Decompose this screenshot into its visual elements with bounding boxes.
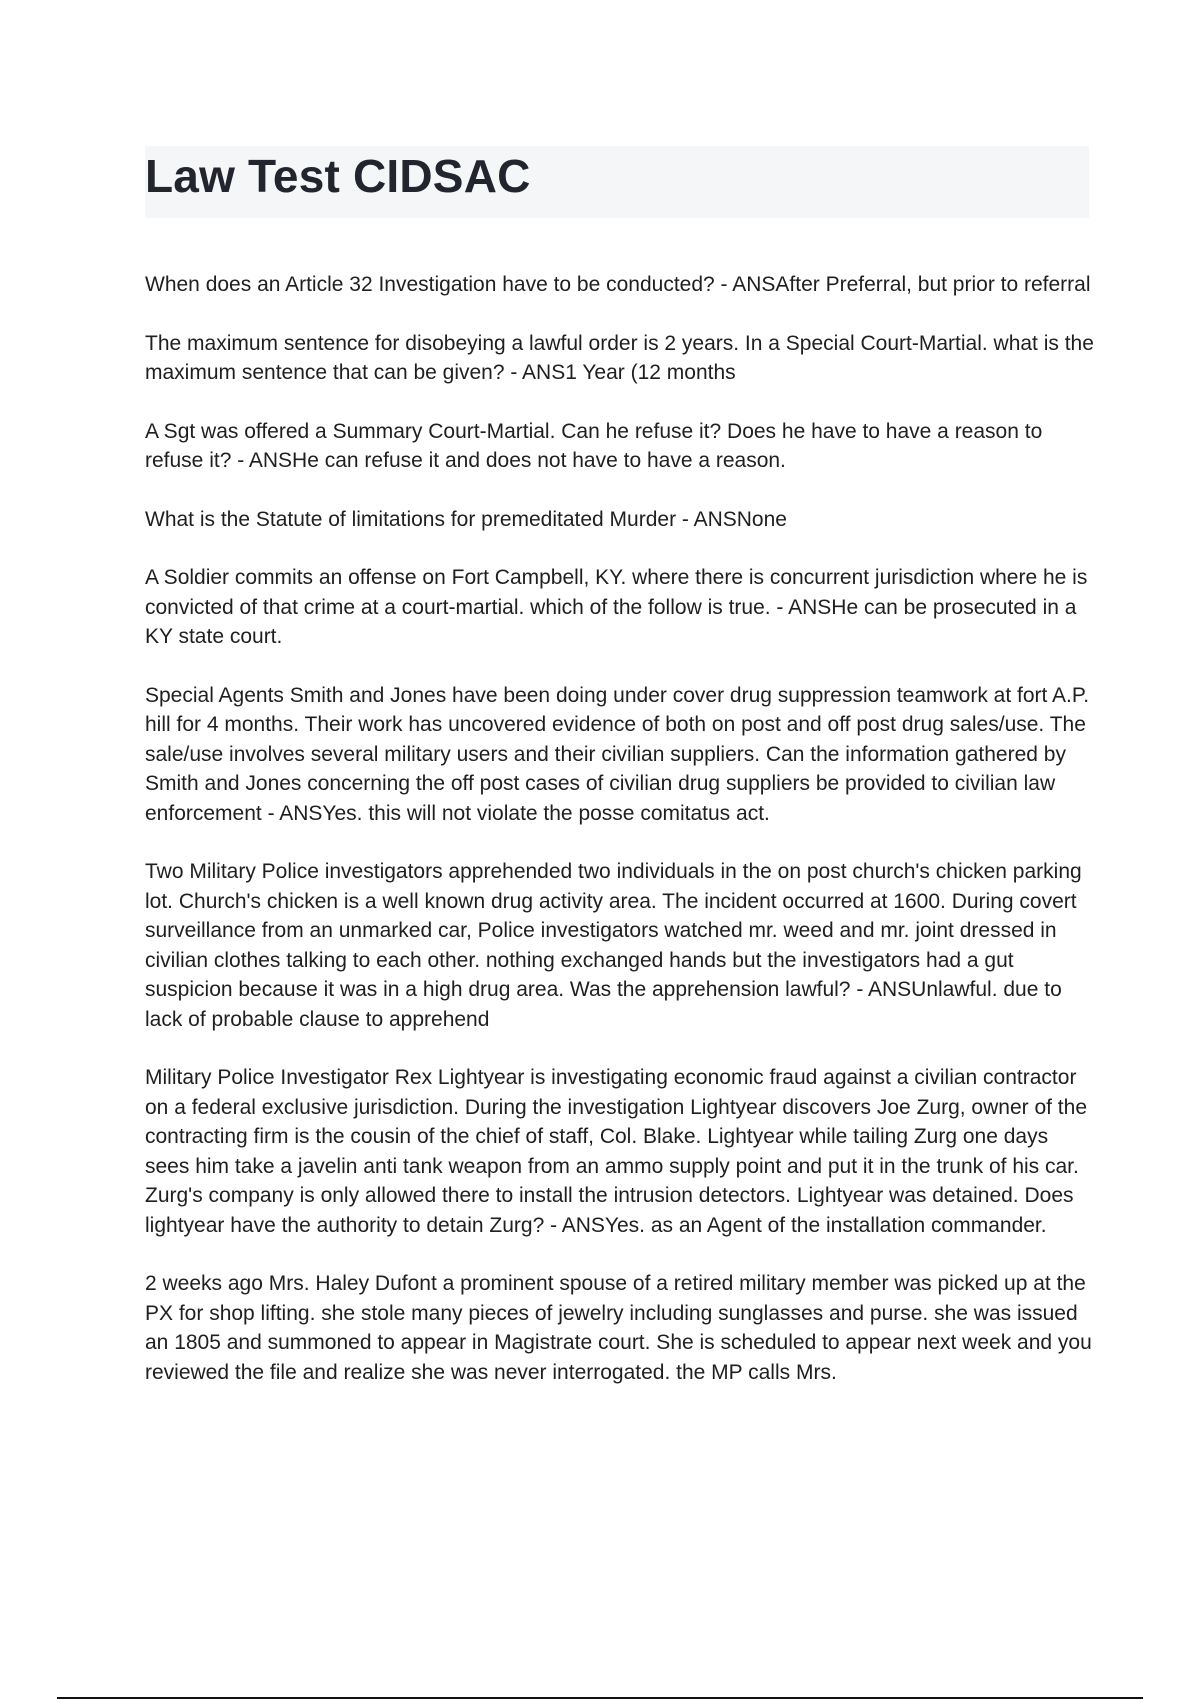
- footer-divider: [57, 1697, 1143, 1699]
- qa-item: The maximum sentence for disobeying a lawful order is 2 years. In a Special Court-Martial. what is the maximum sentence that can be given? - ANS1 Year (12 months: [145, 331, 1094, 384]
- qa-item: Military Police Investigator Rex Lightyear is investigating economic fraud against a civilian contractor on a federal exclusive jurisdiction. During the investigation Lightyear discovers Joe Zurg, owner of the contracting firm is the cousin of the chief of staff, Col. Blake. Lightyear while tailing Zurg one days sees him take a javelin anti tank weapon from an ammo supply point and put it in the trunk of his car. Zurg's company is only allowed there to install the intrusion detectors. Lightyear was detained. Does lightyear have the authority to detain Zurg? - ANSYes. as an Agent of the installation commander.: [145, 1066, 1087, 1237]
- page-title: Law Test CIDSAC: [145, 150, 531, 202]
- title-banner: [145, 146, 1089, 218]
- qa-item: A Sgt was offered a Summary Court-Martial. Can he refuse it? Does he have to have a reason to refuse it? - ANSHe can refuse it and does not have to have a reason.: [145, 419, 1043, 472]
- qa-item: A Soldier commits an offense on Fort Campbell, KY. where there is concurrent jurisdiction where he is convicted of that crime at a court-martial. which of the follow is true. - ANSHe can be prosecuted in a KY state court.: [145, 566, 1088, 648]
- qa-item: Special Agents Smith and Jones have been doing under cover drug suppression teamwork at fort A.P. hill for 4 months. Their work has uncovered evidence of both on post and off post drug sales/use. The sale/use involves several military users and their civilian suppliers. Can the information gathered by Smith and Jones concerning the off post cases of civilian drug suppliers be provided to civilian law enforcement - ANSYes. this will not violate the posse comitatus act.: [145, 683, 1090, 825]
- qa-item: When does an Article 32 Investigation have to be conducted? - ANSAfter Preferral, but prior to referral: [145, 273, 1091, 296]
- qa-list: [145, 270, 1095, 1416]
- qa-item: 2 weeks ago Mrs. Haley Dufont a prominent spouse of a retired military member was picked up at the PX for shop lifting. she stole many pieces of jewelry including sunglasses and purse. she was issued an 1805 and summoned to appear in Magistrate court. She is scheduled to appear next week and you reviewed the file and realize she was never interrogated. the MP calls Mrs.: [145, 1272, 1092, 1384]
- qa-item: Two Military Police investigators apprehended two individuals in the on post church's chicken parking lot. Church's chicken is a well known drug activity area. The incident occurred at 1600. During covert surveillance from an unmarked car, Police investigators watched mr. weed and mr. joint dressed in civilian clothes talking to each other. nothing exchanged hands but the investigators had a gut suspicion because it was in a high drug area. Was the apprehension lawful? - ANSUnlawful. due to lack of probable clause to apprehend: [145, 860, 1082, 1031]
- qa-item: What is the Statute of limitations for premeditated Murder - ANSNone: [145, 507, 787, 531]
